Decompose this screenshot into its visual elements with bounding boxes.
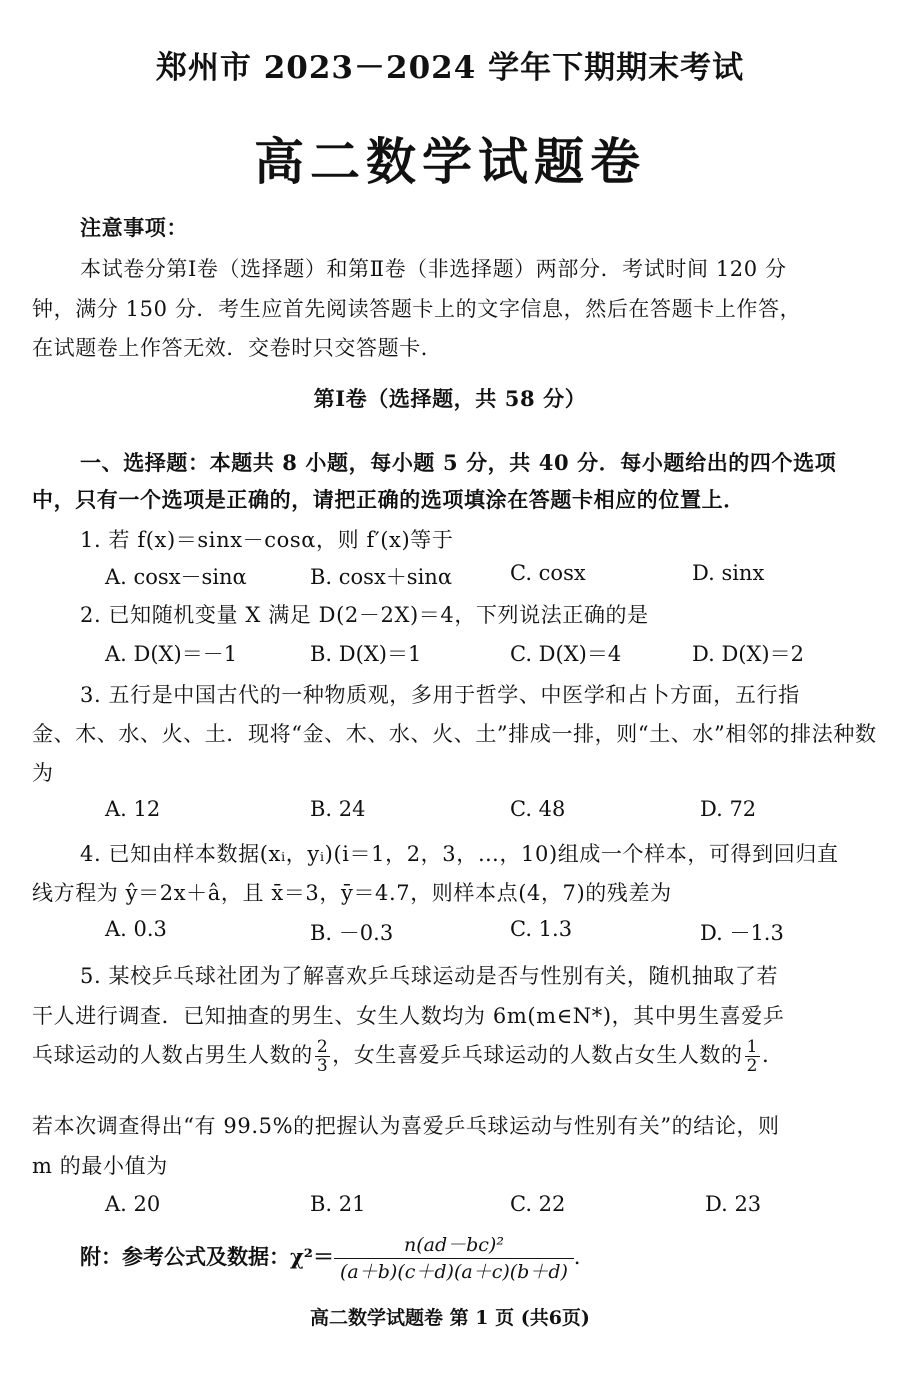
reference-formula — [80, 1232, 595, 1285]
question-4-option-d: D. －1.3 — [700, 921, 784, 945]
notice-heading: 注意事项： — [80, 215, 188, 240]
question-5-option-c: C. 22 — [510, 1192, 566, 1216]
question-4-option-a: A. 0.3 — [105, 917, 167, 941]
question-5-stem: 5. 某校乒乓球社团为了解喜欢乒乓球运动是否与性别有关，随机抽取了若 — [80, 964, 779, 988]
question-1-stem: 1. 若 f(x)＝sinx－cosα，则 f′(x)等于 — [80, 528, 454, 552]
question-2-option-a: A. D(X)＝－1 — [105, 642, 238, 666]
question-4-stem: 线方程为 ŷ＝2x＋â，且 x̄＝3，ȳ＝4.7，则样本点(4，7)的残差为 — [32, 881, 672, 905]
question-5-option-a: A. 20 — [105, 1192, 161, 1216]
section-title: 第Ⅰ卷（选择题，共 58 分） — [313, 386, 587, 411]
formula-prefix: 附：参考公式及数据：χ²＝ — [80, 1244, 335, 1269]
question-2-option-c: C. D(X)＝4 — [510, 642, 622, 666]
question-5-text: 乓球运动的人数占男生人数的 — [32, 1043, 313, 1067]
formula-denominator: (a＋b)(c＋d)(a＋c)(b＋d) — [340, 1261, 568, 1283]
question-4-option-b: B. －0.3 — [310, 921, 394, 945]
question-5-stem-fractions — [32, 1038, 784, 1075]
question-2-stem: 2. 已知随机变量 X 满足 D(2－2X)＝4，下列说法正确的是 — [80, 603, 649, 627]
question-3-stem: 为 — [32, 761, 54, 785]
question-4-option-c: C. 1.3 — [510, 917, 573, 941]
notice-line: 本试卷分第Ⅰ卷（选择题）和第Ⅱ卷（非选择题）两部分．考试时间 120 分 — [80, 257, 787, 281]
question-1-option-c: C. cosx — [510, 561, 586, 585]
question-5-option-d: D. 23 — [705, 1192, 762, 1216]
question-3-option-b: B. 24 — [310, 797, 366, 821]
question-5-stem: 若本次调查得出“有 99.5%的把握认为喜爱乒乓球运动与性别有关”的结论，则 — [32, 1114, 780, 1138]
question-3-stem: 金、木、水、火、土．现将“金、木、水、火、土”排成一排，则“土、水”相邻的排法种数 — [32, 722, 877, 746]
fraction-numerator: 2 — [316, 1037, 329, 1057]
fraction-two-thirds — [315, 1038, 330, 1075]
question-1-option-a: A. cosx－sinα — [105, 565, 247, 589]
section-intro: 一、选择题：本题共 8 小题，每小题 5 分，共 40 分．每小题给出的四个选项 — [80, 450, 837, 475]
section-intro: 中，只有一个选项是正确的，请把正确的选项填涂在答题卡相应的位置上． — [32, 487, 745, 512]
question-3-option-a: A. 12 — [105, 797, 161, 821]
question-2-option-b: B. D(X)＝1 — [310, 642, 422, 666]
fraction-denominator: 2 — [746, 1056, 759, 1076]
fraction-one-half — [745, 1038, 760, 1075]
question-3-option-c: C. 48 — [510, 797, 566, 821]
notice-line: 钟，满分 150 分．考生应首先阅读答题卡上的文字信息，然后在答题卡上作答， — [32, 297, 802, 321]
fraction-denominator: 3 — [316, 1056, 329, 1076]
question-1-option-d: D. sinx — [692, 561, 765, 585]
exam-title: 郑州市 2023－2024 学年下期期末考试 — [155, 50, 745, 86]
question-3-stem: 3. 五行是中国古代的一种物质观，多用于哲学、中医学和占卜方面，五行指 — [80, 683, 800, 707]
question-5-text: ，女生喜爱乒乓球运动的人数占女生人数的 — [332, 1043, 743, 1067]
question-1-option-b: B. cosx＋sinα — [310, 565, 453, 589]
question-2-option-d: D. D(X)＝2 — [692, 642, 804, 666]
question-5-text: ． — [762, 1043, 784, 1067]
page-footer: 高二数学试题卷 第 1 页 (共6页) — [310, 1307, 590, 1329]
question-5-stem: m 的最小值为 — [32, 1154, 168, 1178]
question-5-option-b: B. 21 — [310, 1192, 366, 1216]
question-4-stem: 4. 已知由样本数据(xᵢ，yᵢ)(i＝1，2，3，…，10)组成一个样本，可得到回归直 — [80, 842, 839, 866]
paper-subtitle: 高二数学试题卷 — [254, 132, 646, 191]
notice-line: 在试题卷上作答无效．交卷时只交答题卡． — [32, 336, 443, 360]
question-3-option-d: D. 72 — [700, 797, 757, 821]
question-5-stem: 干人进行调查．已知抽查的男生、女生人数均为 6m(m∈N*)，其中男生喜爱乒 — [32, 1004, 785, 1028]
fraction-numerator: 1 — [746, 1037, 759, 1057]
chi-square-fraction — [334, 1232, 574, 1285]
formula-suffix: ． — [573, 1245, 595, 1269]
formula-numerator: n(ad－bc)² — [334, 1232, 574, 1259]
